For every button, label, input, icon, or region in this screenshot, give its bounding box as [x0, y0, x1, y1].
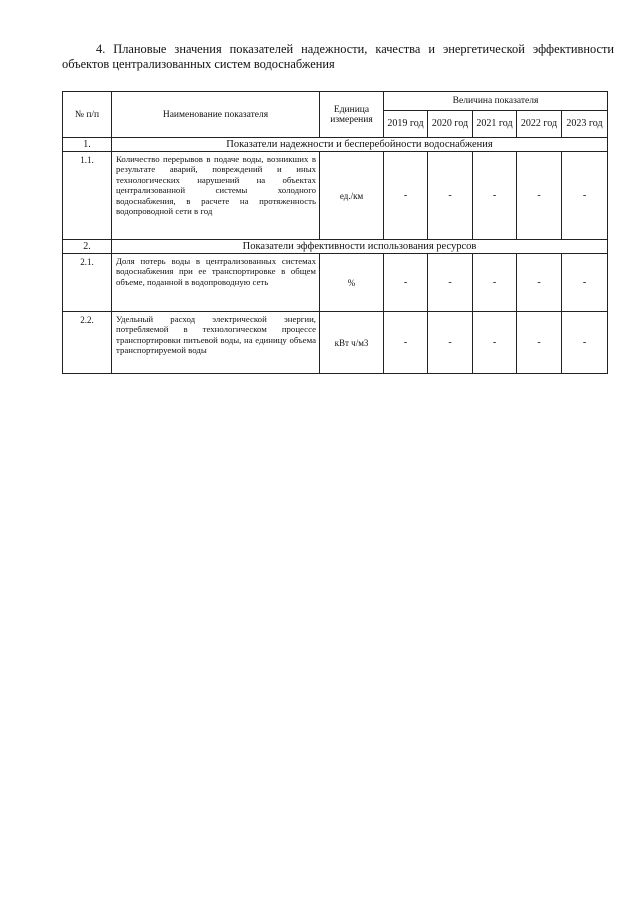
table-row: [63, 254, 608, 312]
value-cell: -: [428, 254, 473, 312]
value-cell: -: [517, 254, 562, 312]
header-row-top: [63, 92, 608, 111]
indicators-table: [62, 91, 608, 374]
section-row: [63, 240, 608, 254]
header-year: 2021 год: [473, 111, 517, 138]
indicator-name: Доля потерь воды в централизованных системах водоснабжения при ее транспортировке в общем объеме, поданной в водопроводную сеть: [112, 254, 320, 312]
section-title: Показатели эффективности использования ресурсов: [112, 240, 608, 254]
value-cell: -: [384, 312, 428, 374]
header-year: 2023 год: [562, 111, 608, 138]
section-number: 2.: [63, 240, 112, 254]
header-year: 2019 год: [384, 111, 428, 138]
value-cell: -: [517, 152, 562, 240]
indicator-name: Удельный расход электрической энергии, потребляемой в технологическом процессе транспортировки питьевой воды, на единицу объема транспортируемой воды: [112, 312, 320, 374]
value-cell: -: [428, 312, 473, 374]
section-row: [63, 138, 608, 152]
unit-cell: %: [320, 254, 384, 312]
value-cell: -: [562, 254, 608, 312]
value-cell: -: [562, 312, 608, 374]
section-title: Показатели надежности и бесперебойности водоснабжения: [112, 138, 608, 152]
row-number: 1.1.: [63, 152, 112, 240]
value-cell: -: [384, 152, 428, 240]
header-name: Наименование показателя: [112, 92, 320, 138]
unit-cell: кВт ч/м3: [320, 312, 384, 374]
row-number: 2.2.: [63, 312, 112, 374]
value-cell: -: [384, 254, 428, 312]
indicator-name: Количество перерывов в подаче воды, возникших в результате аварий, повреждений и иных технологических нарушений на объектах централизованной системы холодного водоснабжения, в расчете на протяженность водопроводной сети в год: [112, 152, 320, 240]
header-year: 2020 год: [428, 111, 473, 138]
document-title: 4. Плановые значения показателей надежности, качества и энергетической эффективности объектов централизованных систем водоснабжения: [62, 42, 614, 71]
value-cell: -: [428, 152, 473, 240]
value-cell: -: [473, 254, 517, 312]
header-year: 2022 год: [517, 111, 562, 138]
table-row: [63, 152, 608, 240]
header-value-group: Величина показателя: [384, 92, 608, 111]
table-row: [63, 312, 608, 374]
section-number: 1.: [63, 138, 112, 152]
header-unit: Единица измерения: [320, 92, 384, 138]
value-cell: -: [517, 312, 562, 374]
value-cell: -: [562, 152, 608, 240]
header-num: № п/п: [63, 92, 112, 138]
value-cell: -: [473, 312, 517, 374]
value-cell: -: [473, 152, 517, 240]
row-number: 2.1.: [63, 254, 112, 312]
unit-cell: ед./км: [320, 152, 384, 240]
